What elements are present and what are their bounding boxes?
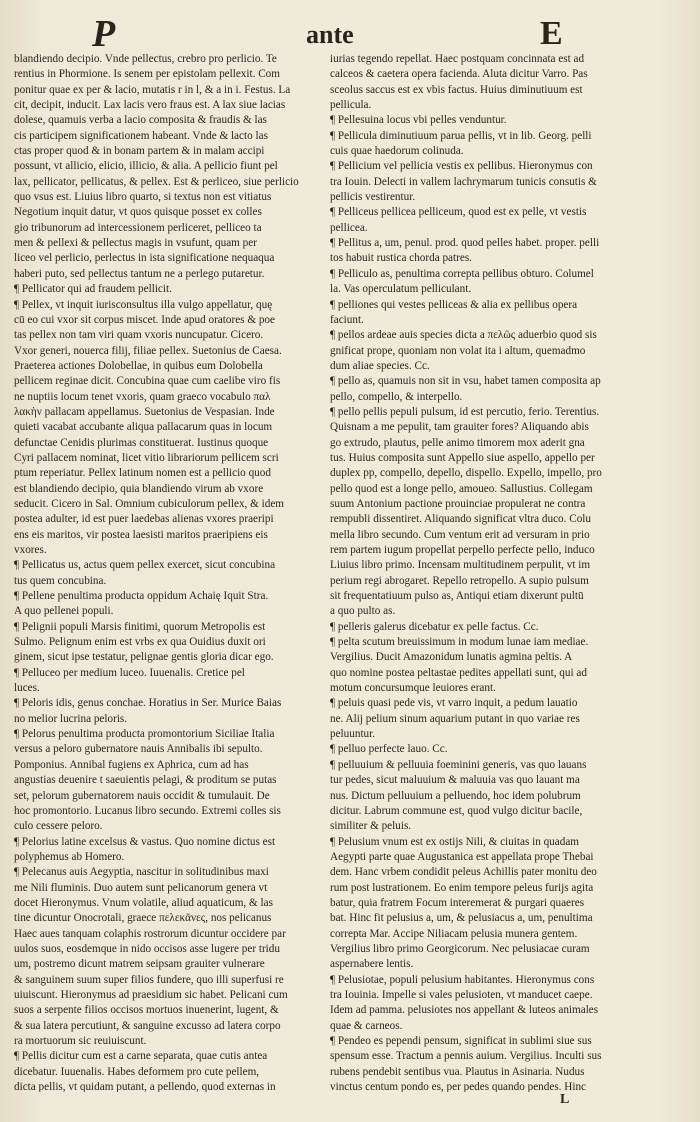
text-line: docet Hieronymus. Vnum volatile, aliud aquaticum, & las <box>14 896 273 909</box>
text-line: bat. Hinc fit pelusius a, um, & pelusiacus a, um, penultima <box>330 912 593 925</box>
text-line: ¶ Pelluceo per medium luceo. Iuuenalis. Cretice pel <box>14 666 245 679</box>
text-line: ne. Alij pelium sinum aquarium putant in quo variae res <box>330 712 580 725</box>
text-line: ¶ Pellicium vel pellicia vestis ex pellibus. Hieronymus con <box>330 160 593 173</box>
text-line: rem partem iugum propellat perpello perfecte pello, induco <box>330 544 595 556</box>
text-line: ¶ Pellicator qui ad fraudem pellicit. <box>14 283 172 296</box>
text-line: & sua latera percutiunt, & sanguine excusso ad latera corpo <box>14 1019 281 1032</box>
text-line: me Nili fluminis. Duo autem sunt pelicanorum genera vt <box>14 881 268 894</box>
text-line: luces. <box>14 682 40 695</box>
text-line: ¶ peluis quasi pede vis, vt varro inquit, a pedum lauatio <box>330 697 578 710</box>
text-line: ¶ Pelusiotae, populi pelusium habitantes. Hieronymus cons <box>330 973 595 986</box>
text-line: Aegypti parte quae Augustanica est appellata prope Thebai <box>330 850 594 863</box>
text-line: ¶ Pellene penultima producta oppidum Achaię Iquit Stra. <box>14 590 269 603</box>
text-line: ¶ pelluo perfecte lauo. Cc. <box>330 743 448 756</box>
text-line: Vergilius. Ducit Amazonidum lunatis agmina peltis. A <box>330 651 573 664</box>
text-line: faciunt. <box>330 313 364 326</box>
text-line: la. Vas operculatum pelliculant. <box>330 283 472 296</box>
text-line: go extrudo, plautus, pelle animo timorem mox aderit gna <box>330 436 585 449</box>
text-line: ginem, sicut ipse testatur, pelignae gentis gloria dicar ego. <box>14 651 274 664</box>
text-line: versus a peloro gubernatore nauis Annibalis ibi sepulto. <box>14 743 263 756</box>
text-line: polyphemus ab Homero. <box>14 850 125 863</box>
text-line: Cyri pallacem nominat, licet vitio librariorum pellicem scri <box>14 451 279 464</box>
header-letter-right: E <box>540 15 563 52</box>
text-line: Sulmo. Pelignum enim est vrbs ex qua Ouidius duxit ori <box>14 636 266 649</box>
text-line: liceo vel perlicio, perlectus in ista significatione nequaqua <box>14 252 275 265</box>
text-line: sit frequentatiuum pulso as, Antiqui etiam dixerunt pultū <box>330 590 584 603</box>
text-line: blandiendo decipio. Vnde pellectus, crebro pro perlicio. Te <box>14 53 277 65</box>
text-line: men & pellexi & pellectus magis in vsufunt, quam per <box>14 237 257 250</box>
text-line: ¶ Pelorus penultima producta promontorium Siciliae Italia <box>14 728 275 741</box>
text-line: pellicula. <box>330 99 372 112</box>
text-line: set, pelorum gubernatorem nauis occidit & tumulauit. De <box>14 789 270 802</box>
text-line: aspernabere lentis. <box>330 958 414 971</box>
text-line: vxores. <box>14 544 47 556</box>
text-line: Vxor generi, nouerca filij, filiae pellex. Suetonius de Caesa. <box>14 344 282 357</box>
text-line: quo vsus est. Liuius libro quarto, si textus non est vitiatus <box>14 191 272 204</box>
text-line: ¶ Pelecanus auis Aegyptia, nascitur in solitudinibus maxi <box>14 866 269 879</box>
text-line: dicta pellis, vt quidam putant, a pellendo, quod externas in <box>14 1081 276 1092</box>
text-line: dolese, quamuis verba a lacio composita & fraudis & las <box>14 114 267 127</box>
text-line: ¶ Pelorius latine excelsus & vastus. Quo nomine dictus est <box>14 835 276 848</box>
text-line: seducit. Cicero in Sal. Omnium cubiculorum pellex, & idem <box>14 497 285 510</box>
text-line: spensum esse. Tractum a pennis auium. Vergilius. Inculti sus <box>330 1050 602 1063</box>
text-line: tus quem concubina. <box>14 574 107 587</box>
text-line: ¶ Pelliculo as, penultima correpta pellibus obturo. Columel <box>330 267 594 280</box>
text-line: pellicem reginae dicit. Concubina quae cum caelibe viro fis <box>14 375 281 388</box>
text-line: Liuius libro primo. Incensam multitudinem perpulit, vt im <box>330 559 591 572</box>
text-line: ptum reperiatur. Pellex latinum nomen est a pellicio quod <box>14 467 271 480</box>
text-line: suum Antonium pactione prouinciae propulerat ne contra <box>330 497 586 510</box>
text-line: & sanguinem suum super filios fundere, quo illi superfusi re <box>14 973 284 986</box>
text-line: iurias tegendo repellat. Haec postquam concinnata est ad <box>330 53 585 65</box>
text-line: Vergilius libro primo Georgicorum. Nec pelusiacae curam <box>330 942 590 955</box>
text-line: pellicea. <box>330 221 368 234</box>
text-line: motum concursumque leuiores erant. <box>330 682 496 695</box>
text-line: ra mortuorum sic reuiuiscunt. <box>14 1035 147 1047</box>
text-line: tra Iouinia. Impelle si vales pelusioten, vt manducet caepe. <box>330 988 593 1001</box>
text-line: rempubli dissentiret. Aliquando significat vltra duco. Colu <box>330 513 591 526</box>
right-text-column <box>330 52 636 1092</box>
text-line: tine dicuntur Onocrotali, graece πελεκᾶνες, nos pelicanus <box>14 912 272 925</box>
text-line: cuis quae haedorum colinuda. <box>330 145 464 158</box>
text-line: ¶ pelta scutum breuissimum in modum lunae iam mediae. <box>330 636 589 649</box>
text-line: A quo pellenei populi. <box>14 605 114 618</box>
text-line: dicitur. Labrum commune est, quod vulgo dicitur bacile, <box>330 804 583 817</box>
text-line: dicebatur. Iuuenalis. Habes deformem pro cute pellem, <box>14 1065 260 1078</box>
text-line: lax, pellicator, pellicatus, & pellex. Est & perliceo, siue perlicio <box>14 175 299 188</box>
text-line: ¶ pellos ardeae auis species dicta a πελῶς aduerbio quod sis <box>330 329 597 342</box>
text-line: duplex pp, compello, depello, dispello. Expello, impello, pro <box>330 467 602 480</box>
text-line: a quo pulto as. <box>330 605 396 618</box>
signature-mark: L <box>560 1092 570 1107</box>
text-line: batur, quia fratrem Focum interemerat & purgari quaeres <box>330 896 585 909</box>
text-line: Idem ad pamma. pelusiotes nos appellant & luteos animales <box>330 1004 599 1017</box>
text-line: pellicis vestirentur. <box>330 191 416 204</box>
text-line: angustias deuenire t saeuientis pelagi, & proditum se putas <box>14 774 277 787</box>
text-line: ¶ Pelusium vnum est ex ostijs Nili, & ciuitas in quadam <box>330 835 580 848</box>
text-line: ¶ Pelliceus pellicea pelliceum, quod est ex pelle, vt vestis <box>330 206 587 219</box>
text-line: tos habuit rustica chorda patres. <box>330 252 472 265</box>
text-line: dem. Hanc vrbem condidit peleus Achillis pater monitu deo <box>330 866 597 879</box>
text-line: tas pellex non tam viri quam vxoris nuncupatur. Cicero. <box>14 329 264 342</box>
text-line: um, postremo dicunt matrem seipsam grauiter vulnerare <box>14 958 265 971</box>
text-line: hoc promontorio. Lucanus libro secundo. Extremi colles sis <box>14 804 281 817</box>
text-line: cis participem significationem habeant. Vnde & lacto las <box>14 129 268 142</box>
text-line: Haec aues tanquam colaphis rostrorum dicuntur occidere par <box>14 927 286 940</box>
text-line: ctas proper quod & in bonam partem & in malam accipi <box>14 145 265 158</box>
text-line: mella libro secundo. Cum ventum erit ad versuram in prio <box>330 528 590 541</box>
text-line: suos a serpente filios occisos mortuos inuenerint, lugent, & <box>14 1004 279 1017</box>
text-line: vinctus centum pondo es, per pedes quando pendes. Hinc <box>330 1081 587 1092</box>
text-line: Negotium inquit datur, vt quos quisque posset ex colles <box>14 206 262 219</box>
text-line: no melior lucrina peloris. <box>14 712 128 725</box>
text-line: gio tribunorum ad intercessionem perliceret, pelliceo ta <box>14 221 262 234</box>
text-line: ne nuptiis locum tenet vxoris, quam graeco vocabulo παλ <box>14 390 271 403</box>
text-line: quieti vacabat accubante aliqua pallacarum quas in locum <box>14 421 273 434</box>
text-line: ¶ Pellicula diminutiuum parua pellis, vt in lib. Georg. pelli <box>330 129 592 142</box>
text-line: uiuiscunt. Hieronymus ad praesidium sic habet. Pelicani cum <box>14 988 288 1001</box>
text-line: nus. Dictum pelluuium a pelluendo, hoc idem polubrum <box>330 789 581 802</box>
text-line: peluuntur. <box>330 728 376 741</box>
text-line: ens eis maritos, vir postea laesisti maritos praeripiens eis <box>14 528 268 541</box>
text-line: rubens pendebit sentibus vua. Plautus in Asinaria. Nudus <box>330 1065 585 1078</box>
text-line: ¶ pello pellis pepuli pulsum, id est percutio, ferio. Terentius. <box>330 405 600 418</box>
header-letter-left: P <box>92 13 116 55</box>
page-header <box>0 14 700 54</box>
text-line: ¶ Pelignii populi Marsis finitimi, quorum Metropolis est <box>14 620 266 633</box>
text-line: calceos & caetera opera facienda. Aluta dicitur Varro. Pas <box>330 68 588 81</box>
text-line: similiter & peluis. <box>330 820 412 833</box>
text-line: perium regi abrogaret. Repello retropello. A supio pulsum <box>330 574 589 587</box>
text-line: λακὴν pallacam appellamus. Suetonius de Vespasian. Inde <box>14 405 275 418</box>
text-line: Praeterea actiones Dolobellae, in quibus eum Dolobella <box>14 359 263 372</box>
text-line: pello, compello, & interpello. <box>330 390 463 403</box>
text-line: culo cessere peloro. <box>14 820 103 833</box>
text-line: pello quod est a longe pello, amoueo. Sallustius. Collegam <box>330 482 593 495</box>
text-line: cū eo cui vxor sit corpus miscet. Inde apud oratores & poe <box>14 313 275 326</box>
text-line: possunt, vt allicio, elicio, illicio, & alia. A pellicio fiunt pel <box>14 160 278 173</box>
text-line: ¶ pelleris galerus dicebatur ex pelle factus. Cc. <box>330 620 539 633</box>
text-line: ¶ Pellicatus us, actus quem pellex exercet, sicut concubina <box>14 559 276 572</box>
text-line: quae & carneos. <box>330 1019 403 1032</box>
text-line: postea adulter, id est puer laedebas alienas vxores praeripi <box>14 513 274 526</box>
text-line: rentius in Phormione. Is senem per epistolam pellexit. Com <box>14 68 280 81</box>
text-line: defunctae Cenidis plurimas constituerat. Iustinus quoque <box>14 436 269 449</box>
text-line: ¶ pelluuium & pelluuia foeminini generis, vas quo lauans <box>330 758 587 771</box>
text-line: dum aliae species. Cc. <box>330 359 430 372</box>
text-line: uulos suos, eosdemque in nido occisos asse lugere per tridu <box>14 942 280 955</box>
text-line: sceolus saccus est ex vbis factus. Huius diminutiuum est <box>330 83 583 96</box>
text-line: tus. Huius composita sunt Appello siue aspello, appello per <box>330 451 595 464</box>
text-line: tra Iouin. Delecti in vallem lachrymarum tunicis consutis & <box>330 175 597 188</box>
text-line: ¶ Pellex, vt inquit iurisconsultus illa vulgo appellatur, quę <box>14 298 273 311</box>
text-line: cit, decipit, inducit. Lax lacis vero fraus est. A lax siue lacias <box>14 99 286 112</box>
text-line: quo nomine postea peltastae pedites appellati sunt, qui ad <box>330 666 587 679</box>
text-line: ¶ Pellesuina locus vbi pelles venduntur. <box>330 114 507 127</box>
text-line: ¶ Pellitus a, um, penul. prod. quod pelles habet. proper. pelli <box>330 237 600 250</box>
text-line: correpta Mar. Accipe Niliacam pelusia munera gentem. <box>330 927 578 940</box>
text-line: haberi puto, sed pellectus tantum ne a perlego putaretur. <box>14 267 265 280</box>
text-line: Quisnam a me pepulit, tam grauiter fores? Aliquando abis <box>330 421 589 434</box>
text-line: tur pedes, sicut maluuium & maluuia vas quo lauant ma <box>330 774 580 787</box>
text-line: ¶ Peloris idis, genus conchae. Horatius in Ser. Murice Baias <box>14 697 282 710</box>
left-text-column <box>14 52 320 1092</box>
text-line: ¶ Pellis dicitur cum est a carne separata, quae cutis antea <box>14 1050 268 1063</box>
text-line: rum post lustrationem. Eo enim tempore peleus furijs agita <box>330 881 594 894</box>
text-line: Pomponius. Annibal fugiens ex Aphrica, cum ad has <box>14 758 249 771</box>
text-line: ¶ pelliones qui vestes pelliceas & alia ex pellibus opera <box>330 298 578 311</box>
text-line: gnificat prope, quoniam non volat ita i altum, quemadmo <box>330 344 586 357</box>
header-word: ante <box>306 20 354 49</box>
text-line: est blandiendo decipio, quia blandiendo virum ab vxore <box>14 482 264 495</box>
text-line: ¶ pello as, quamuis non sit in vsu, habet tamen composita ap <box>330 375 601 388</box>
text-line: ponitur quae ex per & lacio, mutatis r in l, & a in i. Festus. La <box>14 83 291 96</box>
text-line: ¶ Pendeo es pependi pensum, significat in sublimi siue sus <box>330 1035 592 1047</box>
